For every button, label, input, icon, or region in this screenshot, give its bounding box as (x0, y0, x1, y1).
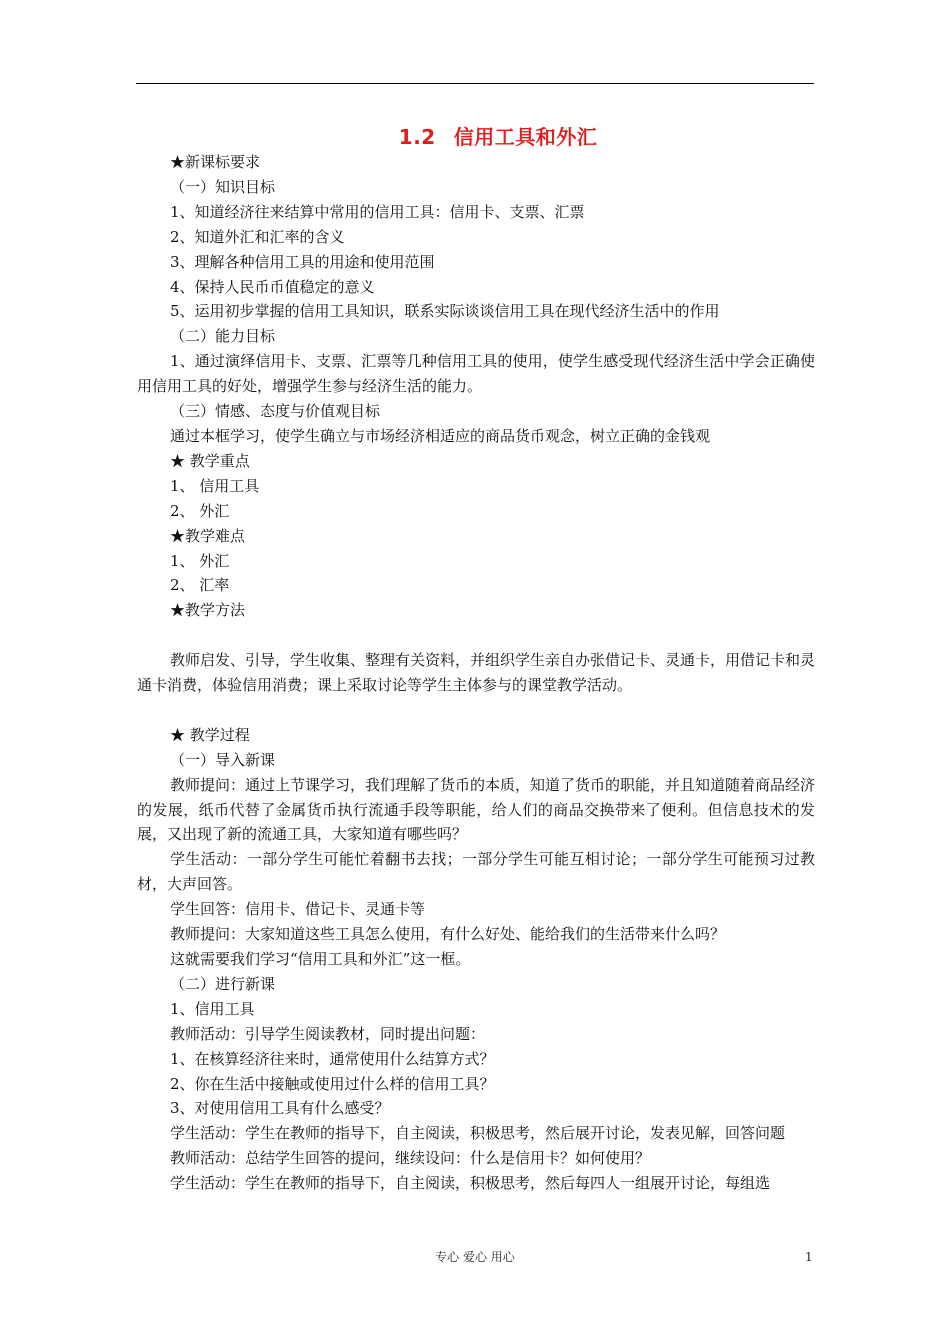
list-item: 2、 外汇 (170, 501, 230, 520)
subsection-heading: （二）进行新课 (170, 974, 276, 993)
list-item: 1、知道经济往来结算中常用的信用工具：信用卡、支票、汇票 (170, 202, 585, 221)
footer-motto: 专心 爱心 用心 (435, 1250, 515, 1264)
title-text: 信用工具和外汇 (453, 125, 598, 149)
list-item: 2、知道外汇和汇率的含义 (170, 227, 345, 246)
list-item: 3、理解各种信用工具的用途和使用范围 (170, 252, 435, 271)
document-body (137, 150, 815, 1196)
subsection-heading: （二）能力目标 (170, 327, 276, 346)
section-heading: ★教学难点 (170, 526, 246, 545)
paragraph: 通过本框学习，使学生确立与市场经济相适应的商品货币观念，树立正确的金钱观 (170, 426, 711, 445)
section-heading: ★ 教学重点 (170, 451, 250, 470)
paragraph: 教师提问：大家知道这些工具怎么使用，有什么好处、能给我们的生活带来什么吗？ (170, 925, 726, 944)
header-rule (136, 83, 814, 84)
subsection-heading: （一）知识目标 (170, 177, 276, 196)
list-item: 3、对使用信用工具有什么感受？ (170, 1099, 390, 1118)
section-heading: ★ 教学过程 (170, 725, 250, 744)
title-number: 1.2 (398, 125, 436, 149)
paragraph: 教师活动：引导学生阅读教材，同时提出问题： (170, 1024, 486, 1043)
section-heading: ★教学方法 (170, 601, 246, 620)
list-item: 1、 外汇 (170, 551, 230, 570)
paragraph: 教师启发、引导，学生收集、整理有关资料，并组织学生亲自办张借记卡、灵通卡，用借记卡和灵通卡消费，体验信用消费；课上采取讨论等学生主体参与的课堂教学活动。 (137, 651, 816, 695)
section-heading: ★新课标要求 (170, 153, 261, 171)
page-title (0, 122, 950, 152)
list-item: 4、保持人民币币值稳定的意义 (170, 277, 375, 296)
list-item: 2、你在生活中接触或使用过什么样的信用工具？ (170, 1074, 495, 1093)
paragraph: 1、通过演绎信用卡、支票、汇票等几种信用工具的使用，使学生感受现代经济生活中学会正确使用信用工具的好处，增强学生参与经济生活的能力。 (137, 352, 815, 396)
paragraph: 这就需要我们学习“信用工具和外汇”这一框。 (170, 949, 471, 968)
list-item: 1、 信用工具 (170, 476, 260, 495)
paragraph: 教师提问：通过上节课学习，我们理解了货币的本质，知道了货币的职能，并且知道随着商品经济的发展，纸币代替了金属货币执行流通手段等职能，给人们的商品交换带来了便利。但信息技术的发展，又出现了新的流通工具，大家知道有哪些吗？ (137, 775, 816, 844)
paragraph: 学生回答：信用卡、借记卡、灵通卡等 (170, 900, 426, 919)
spacer (137, 623, 815, 648)
page-number: 1 (805, 1250, 813, 1264)
subsection-heading: （三）情感、态度与价值观目标 (170, 402, 381, 421)
paragraph: 学生活动：一部分学生可能忙着翻书去找；一部分学生可能互相讨论；一部分学生可能预习过教材，大声回答。 (137, 850, 815, 894)
paragraph: 教师活动：总结学生回答的提问，继续设问：什么是信用卡？如何使用？ (170, 1149, 651, 1168)
list-item: 1、在核算经济往来时，通常使用什么结算方式？ (170, 1049, 495, 1068)
paragraph: 学生活动：学生在教师的指导下，自主阅读，积极思考，然后展开讨论，发表见解，回答问题 (170, 1124, 786, 1143)
spacer (137, 698, 815, 723)
list-item: 2、 汇率 (170, 576, 230, 595)
list-item: 1、信用工具 (170, 999, 255, 1018)
paragraph: 学生活动：学生在教师的指导下，自主阅读，积极思考，然后每四人一组展开讨论，每组选 (170, 1174, 771, 1193)
subsection-heading: （一）导入新课 (170, 750, 276, 769)
list-item: 5、运用初步掌握的信用工具知识，联系实际谈谈信用工具在现代经济生活中的作用 (170, 302, 720, 321)
